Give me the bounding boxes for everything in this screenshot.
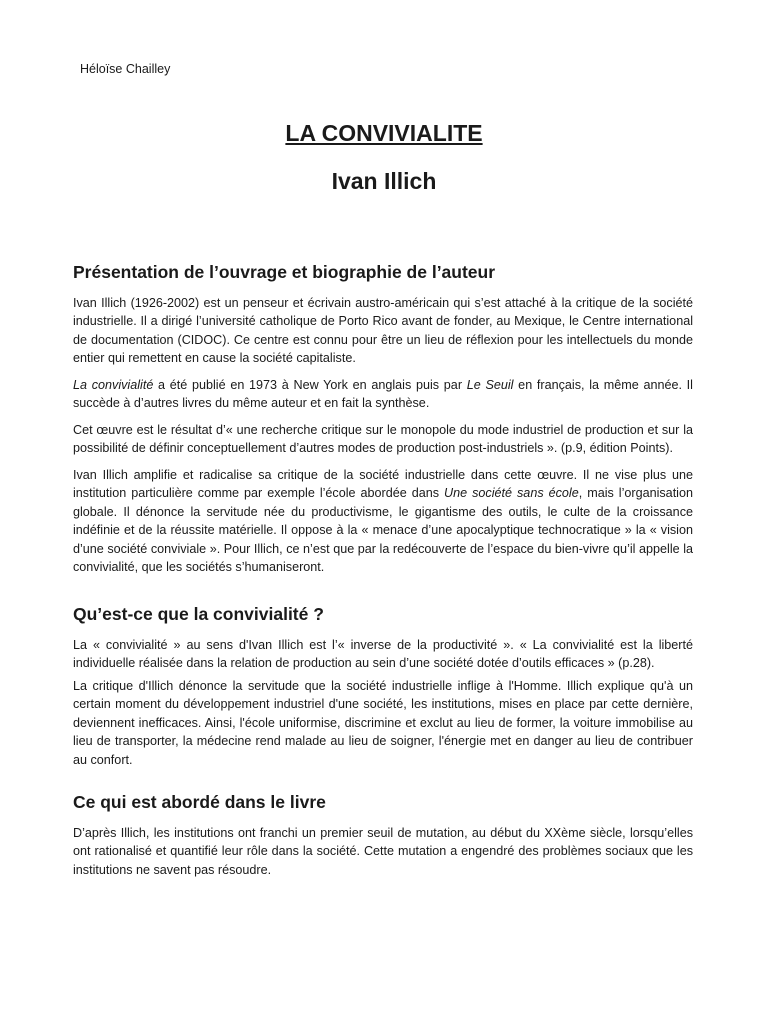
publisher-italic: Le Seuil [466,377,514,392]
paragraph-text: a été publié en 1973 à New York en anglais puis par [153,377,467,392]
document-title: LA CONVIVIALITE [285,120,483,146]
paragraph [73,466,693,577]
section-heading: Présentation de l’ouvrage et biographie de l’auteur [73,262,496,282]
paragraph: La critique d'Illich dénonce la servitude que la société industrielle inflige à l'Homme. Illich explique qu'à un certain moment du développement industriel d'une société, les institutions, mises en place par cette dernière, deviennent inefficaces. Ainsi, l'école uniformise, discrimine et exclut au lieu de former, la voiture immobilise au lieu de transporter, la médecine rend malade au lieu de soigner, l'énergie met en danger au lieu de contribuer au confort. [73,678,693,767]
section-presentation [73,261,693,577]
document-subtitle: Ivan Illich [331,168,437,194]
paragraph-text: en français, la même année. Il succède à d’autres livres du même auteur et en fait la synthèse. [73,377,693,411]
paragraph: La « convivialité » au sens d'Ivan Illich est l’« inverse de la productivité ». « La convivialité est la liberté individuelle réalisée dans la relation de production au sein d’une société dotée d’outils efficaces » (p.28). [73,637,693,670]
section-heading: Qu’est-ce que la convivialité ? [73,603,324,624]
paragraph [73,376,693,413]
section-topics [73,791,693,879]
paragraph-text: , mais l’organisation globale. Il dénonce la servitude née du productivisme, le gigantisme des outils, le culte de la croissance indéfinie et de la réussite matérielle. Il oppose à la « menace d’une apocalyptique technocratique » la « vision d’une société conviviale ». Pour Illich, ce n’est que par la redécouverte de l’espace du bien-vivre qu’il appelle la convivialité, que les sociétés s’humaniseront. [73,486,693,575]
document-body [73,261,693,887]
paragraph: D’après Illich, les institutions ont franchi un premier seuil de mutation, au début du XXème siècle, lorsqu’elles ont rationalisé et quantifié leur rôle dans la société. Cette mutation a engendré des problèmes sociaux que les institutions ne savent pas résoudre. [73,825,693,877]
book-title-italic: Une société sans école [444,486,579,501]
author-name: Héloïse Chailley [80,62,171,76]
book-title-italic: La convivialité [73,377,154,392]
paragraph: Ivan Illich (1926-2002) est un penseur et écrivain austro-américain qui s’est attaché à la critique de la société industrielle. Il a dirigé l’université catholique de Porto Rico avant de fonder, au Mexique, le Centre international de documentation (CIDOC). Ce centre est connu pour être un lieu de réflexion pour les intellectuels du monde entier qui remettent en cause la société capitaliste. [73,295,693,366]
section-definition [73,603,693,769]
paragraph: Cet œuvre est le résultat d’« une recherche critique sur le monopole du mode industriel de production et sur la possibilité de définir conceptuellement d’autres modes de production post-industriels ». (p.9, édition Points). [73,422,693,456]
paragraph-text: Ivan Illich amplifie et radicalise sa critique de la société industrielle dans cette œuvre. Il ne vise plus une institution particulière comme par exemple l’école abordée dans [73,467,693,501]
section-heading: Ce qui est abordé dans le livre [73,792,326,812]
